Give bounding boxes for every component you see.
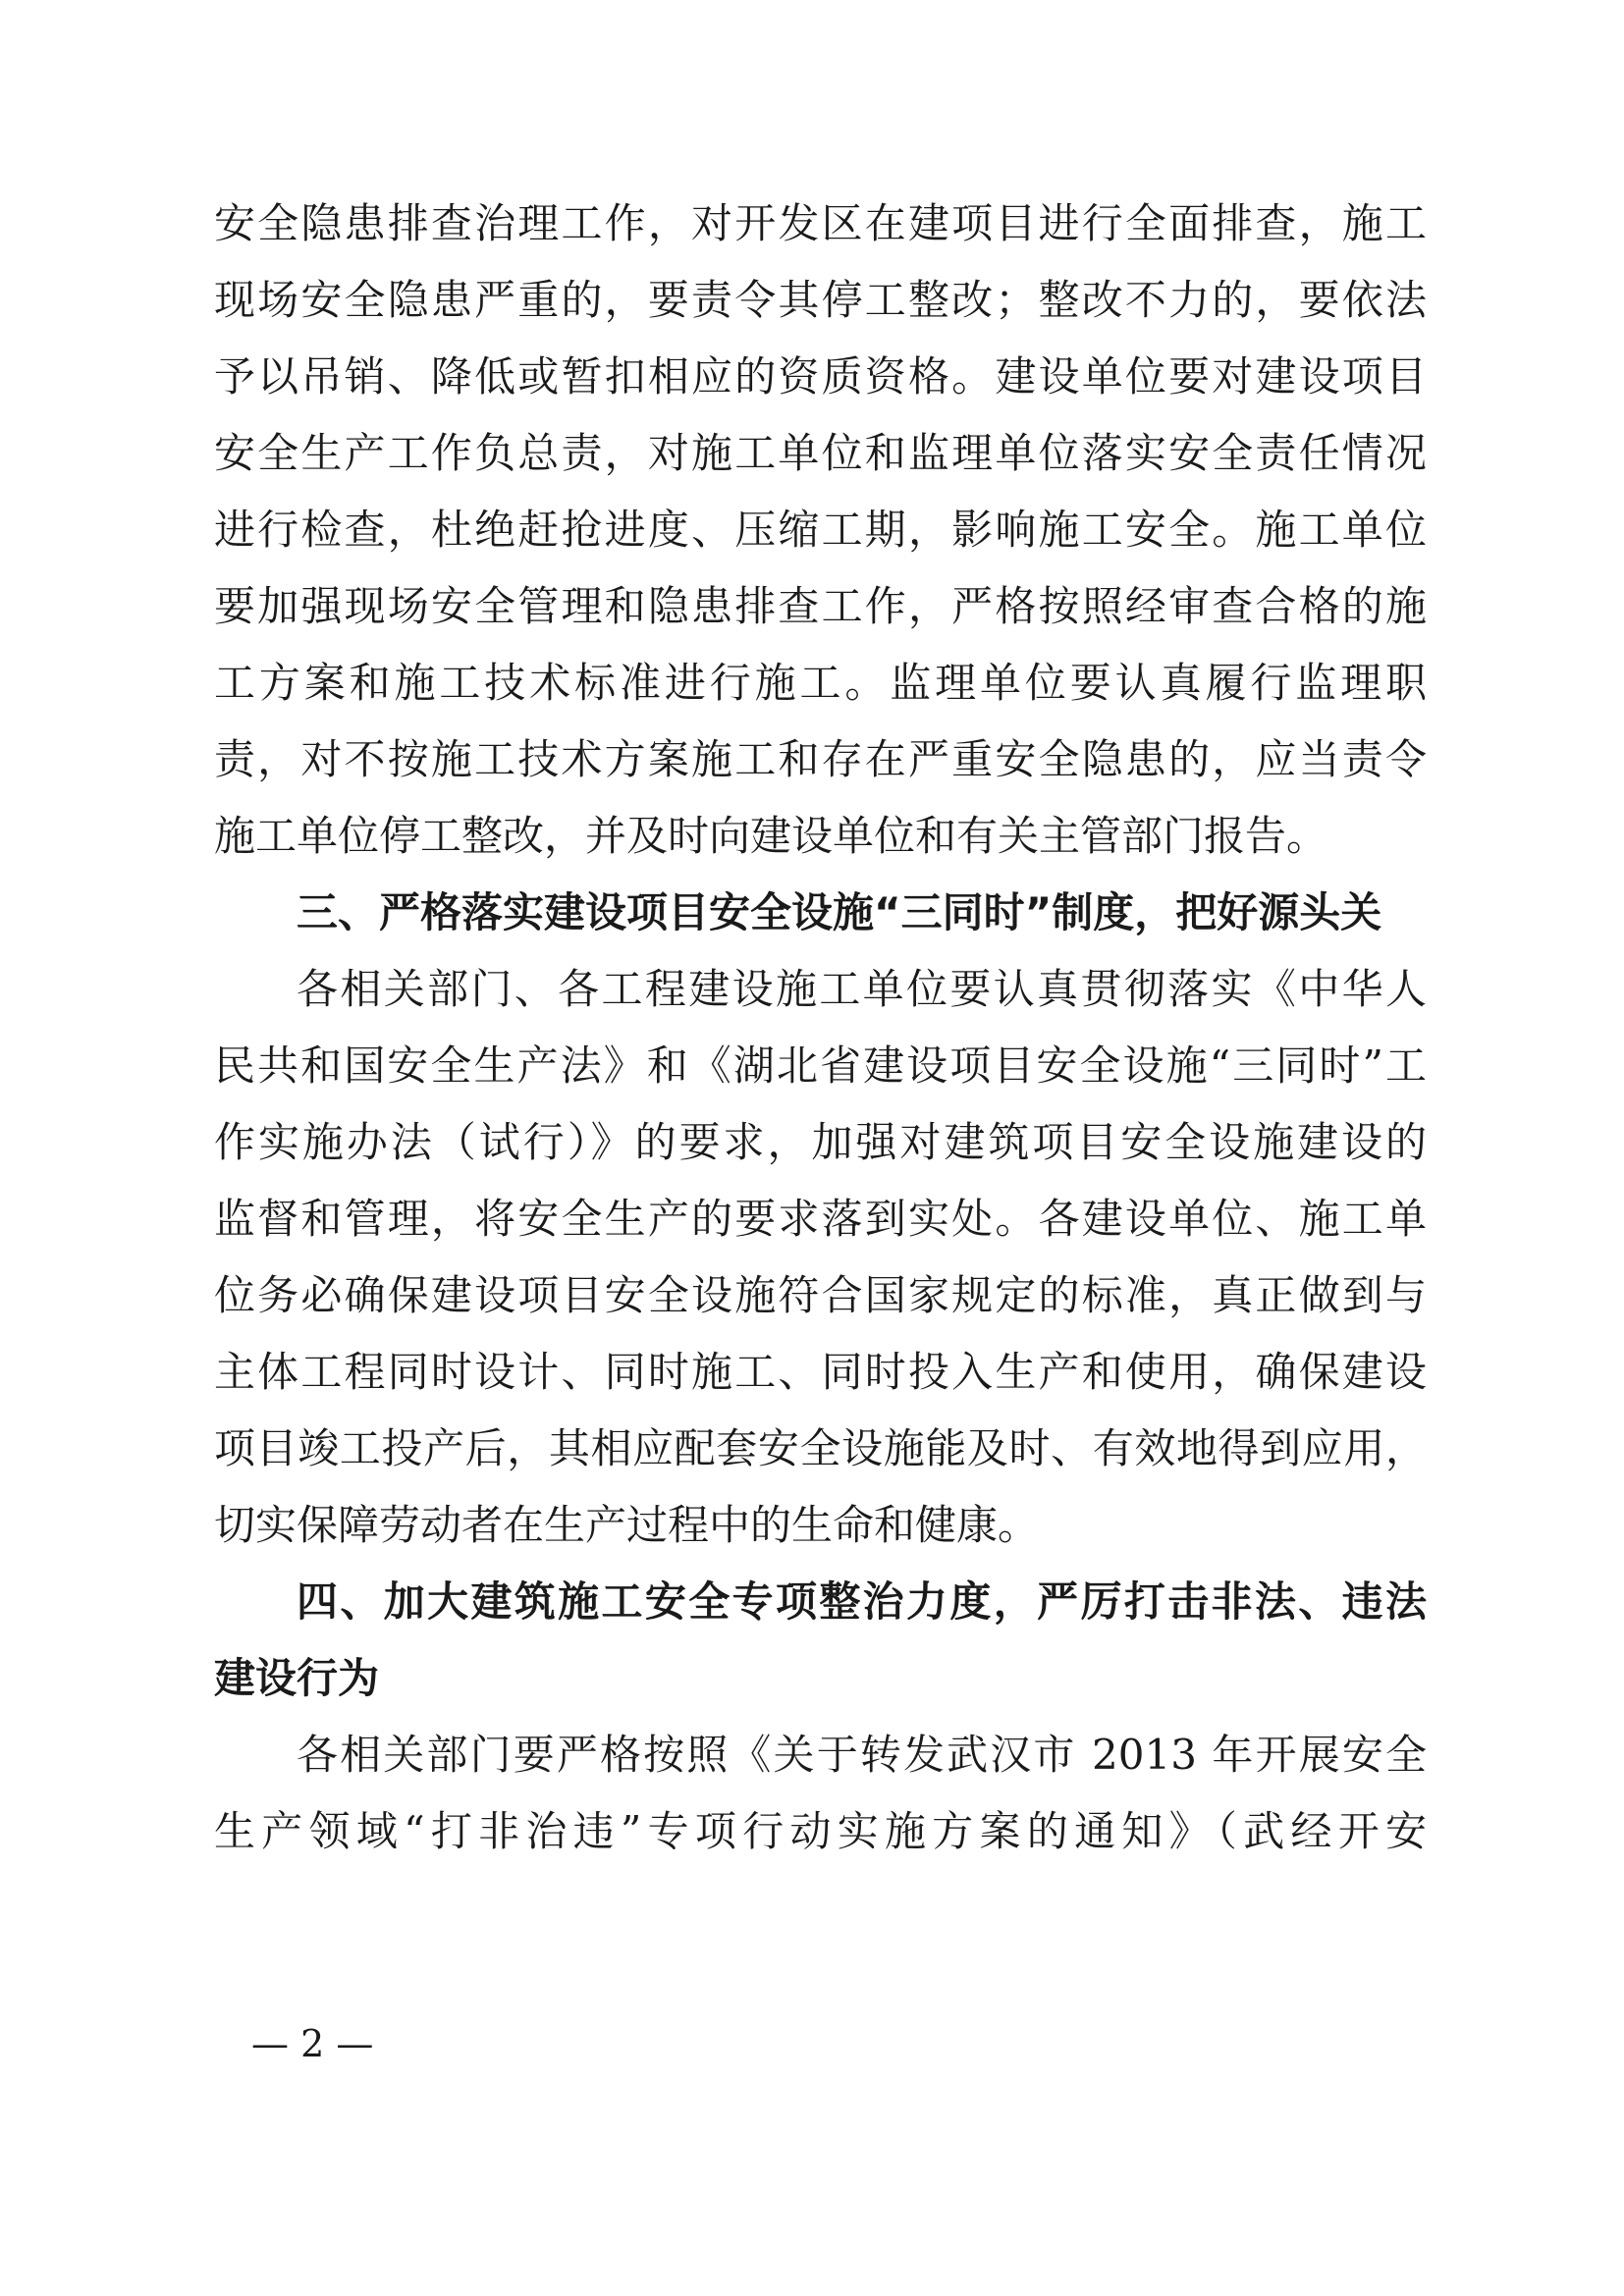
text-line: 项目竣工投产后，其相应配套安全设施能及时、有效地得到应用， [214,1424,1427,1472]
text-line: 监督和管理，将安全生产的要求落到实处。各建设单位、施工单 [214,1195,1427,1243]
section-heading: 三、严格落实建设项目安全设施“三同时”制度，把好源头关 [297,888,1382,936]
heading-line: 四、加大建筑施工安全专项整治力度，严厉打击非法、违法 [297,1577,1427,1626]
text-line: 要加强现场安全管理和隐患排查工作，严格按照经审查合格的施 [214,582,1427,630]
text-line: 责，对不按施工技术方案施工和存在严重安全隐患的，应当责令 [214,735,1427,783]
text-line: 位务必确保建设项目安全设施符合国家规定的标准，真正做到与 [214,1271,1427,1319]
text-line: 安全隐患排查治理工作，对开发区在建项目进行全面排查，施工 [214,199,1427,247]
text-line: 切实保障劳动者在生产过程中的生命和健康。 [214,1501,1040,1549]
text-line: 施工单位停工整改，并及时向建设单位和有关主管部门报告。 [214,812,1328,860]
text-line: 工方案和施工技术标准进行施工。监理单位要认真履行监理职 [214,659,1427,707]
text-line: 安全生产工作负总责，对施工单位和监理单位落实安全责任情况 [214,429,1427,477]
text-line: 予以吊销、降低或暂扣相应的资质资格。建设单位要对建设项目 [214,352,1427,400]
text-line: 进行检查，杜绝赶抢进度、压缩工期，影响施工安全。施工单位 [214,506,1427,554]
text-line: 作实施办法（试行）》的要求，加强对建筑项目安全设施建设的 [214,1118,1427,1166]
text-line: 民共和国安全生产法》和《湖北省建设项目安全设施“三同时”工 [214,1041,1427,1090]
text-line: 主体工程同时设计、同时施工、同时投入生产和使用，确保建设 [214,1348,1427,1396]
text-line: 各相关部门、各工程建设施工单位要认真贯彻落实《中华人 [297,965,1427,1013]
page-number: — 2 — [251,2022,374,2065]
text-line: 各相关部门要严格按照《关于转发武汉市 2013 年开展安全 [297,1731,1427,1779]
text-line: 生产领域“打非治违”专项行动实施方案的通知》（武经开安 [214,1807,1427,1855]
text-line: 现场安全隐患严重的，要责令其停工整改；整改不力的，要依法 [214,276,1427,324]
heading-line: 建设行为 [214,1654,380,1702]
